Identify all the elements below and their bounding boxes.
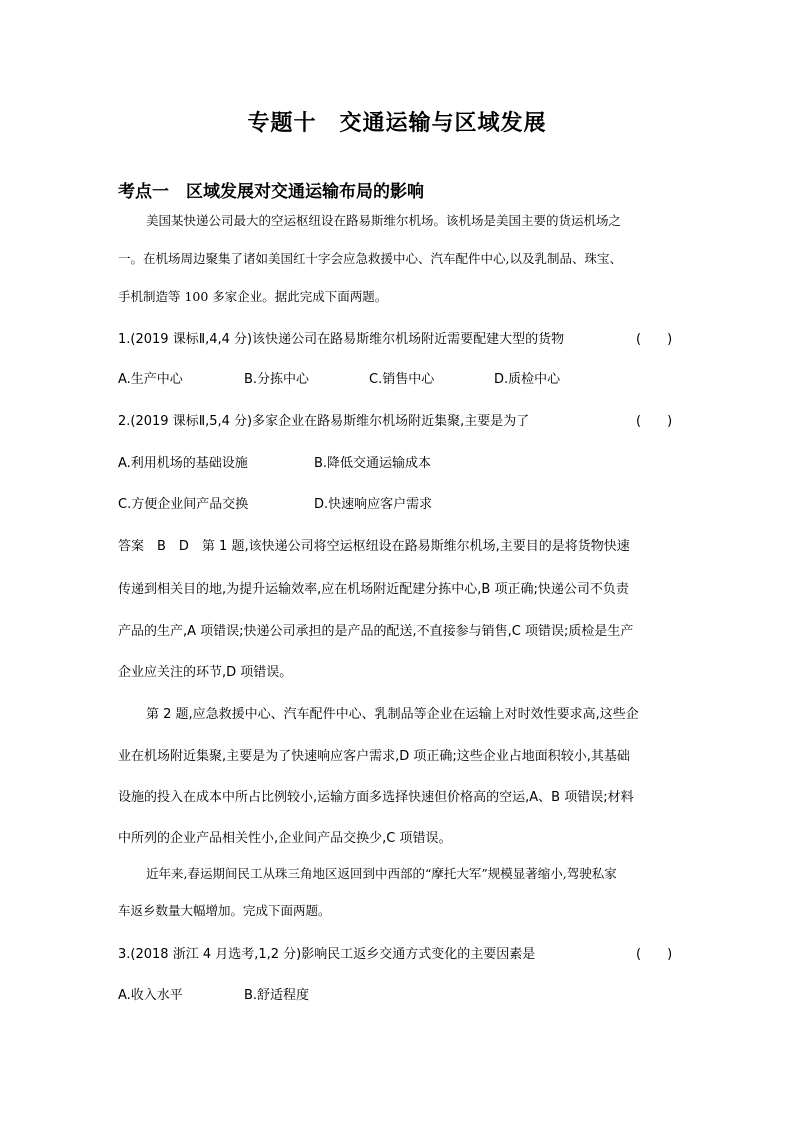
question-1-option-c: C.销售中心 <box>369 372 435 387</box>
question-2-option-a: A.利用机场的基础设施 <box>118 456 248 471</box>
page-title: 专题十 交通运输与区域发展 <box>247 111 547 136</box>
section-heading: 考点一 区域发展对交通运输布局的影响 <box>118 182 424 202</box>
question-1-answer-blank: ( ) <box>636 332 673 347</box>
answer-2-line-2: 业在机场附近集聚,主要是为了快速响应客户需求,D 项正确;这些企业占地面积较小,其基础 <box>118 749 630 764</box>
question-2-answer-blank: ( ) <box>636 414 673 429</box>
question-2-option-c: C.方便企业间产品交换 <box>118 497 249 512</box>
answer-2-line-4: 中所列的企业产品相关性小,企业间产品交换少,C 项错误。 <box>118 831 452 846</box>
passage1-line-2: 一。在机场周边聚集了诸如美国红十字会应急救援中心、汽车配件中心,以及乳制品、珠宝、 <box>118 251 622 266</box>
answer-1-line-1: 答案 B D 第 1 题,该快递公司将空运枢纽设在路易斯维尔机场,主要目的是将货物快速 <box>118 539 630 554</box>
question-3-option-a: A.收入水平 <box>118 988 183 1003</box>
answer-1-line-2: 传递到相关目的地,为提升运输效率,应在机场附近配建分拣中心,B 项正确;快递公司不负责 <box>118 582 629 597</box>
question-3-option-b: B.舒适程度 <box>244 988 310 1003</box>
question-1-option-a: A.生产中心 <box>118 372 183 387</box>
passage1-line-1: 美国某快递公司最大的空运枢纽设在路易斯维尔机场。该机场是美国主要的货运机场之 <box>146 213 622 228</box>
question-2-option-b: B.降低交通运输成本 <box>314 456 432 471</box>
passage1-line-3: 手机制造等 100 多家企业。据此完成下面两题。 <box>118 289 388 304</box>
question-3-answer-blank: ( ) <box>636 947 673 962</box>
question-1-option-b: B.分拣中心 <box>244 372 310 387</box>
question-1-option-d: D.质检中心 <box>494 372 561 387</box>
question-2-option-d: D.快速响应客户需求 <box>314 497 433 512</box>
answer-1-line-4: 企业应关注的环节,D 项错误。 <box>118 665 293 680</box>
answer-2-line-1: 第 2 题,应急救援中心、汽车配件中心、乳制品等企业在运输上对时效性要求高,这些企 <box>146 707 639 722</box>
question-1-stem: 1.(2019 课标Ⅱ,4,4 分)该快递公司在路易斯维尔机场附近需要配建大型的货物 <box>118 332 565 347</box>
passage2-line-1: 近年来,春运期间民工从珠三角地区返回到中西部的“摩托大军”规模显著缩小,驾驶私家 <box>146 866 617 881</box>
question-3-stem: 3.(2018 浙江 4 月选考,1,2 分)影响民工返乡交通方式变化的主要因素是 <box>118 947 536 962</box>
answer-1-line-3: 产品的生产,A 项错误;快递公司承担的是产品的配送,不直接参与销售,C 项错误;质检是生产 <box>118 624 634 639</box>
question-2-stem: 2.(2019 课标Ⅱ,5,4 分)多家企业在路易斯维尔机场附近集聚,主要是为了 <box>118 414 530 429</box>
answer-2-line-3: 设施的投入在成本中所占比例较小,运输方面多选择快速但价格高的空运,A、B 项错误;材料 <box>118 790 634 805</box>
passage2-line-2: 车返乡数量大幅增加。完成下面两题。 <box>118 903 331 918</box>
